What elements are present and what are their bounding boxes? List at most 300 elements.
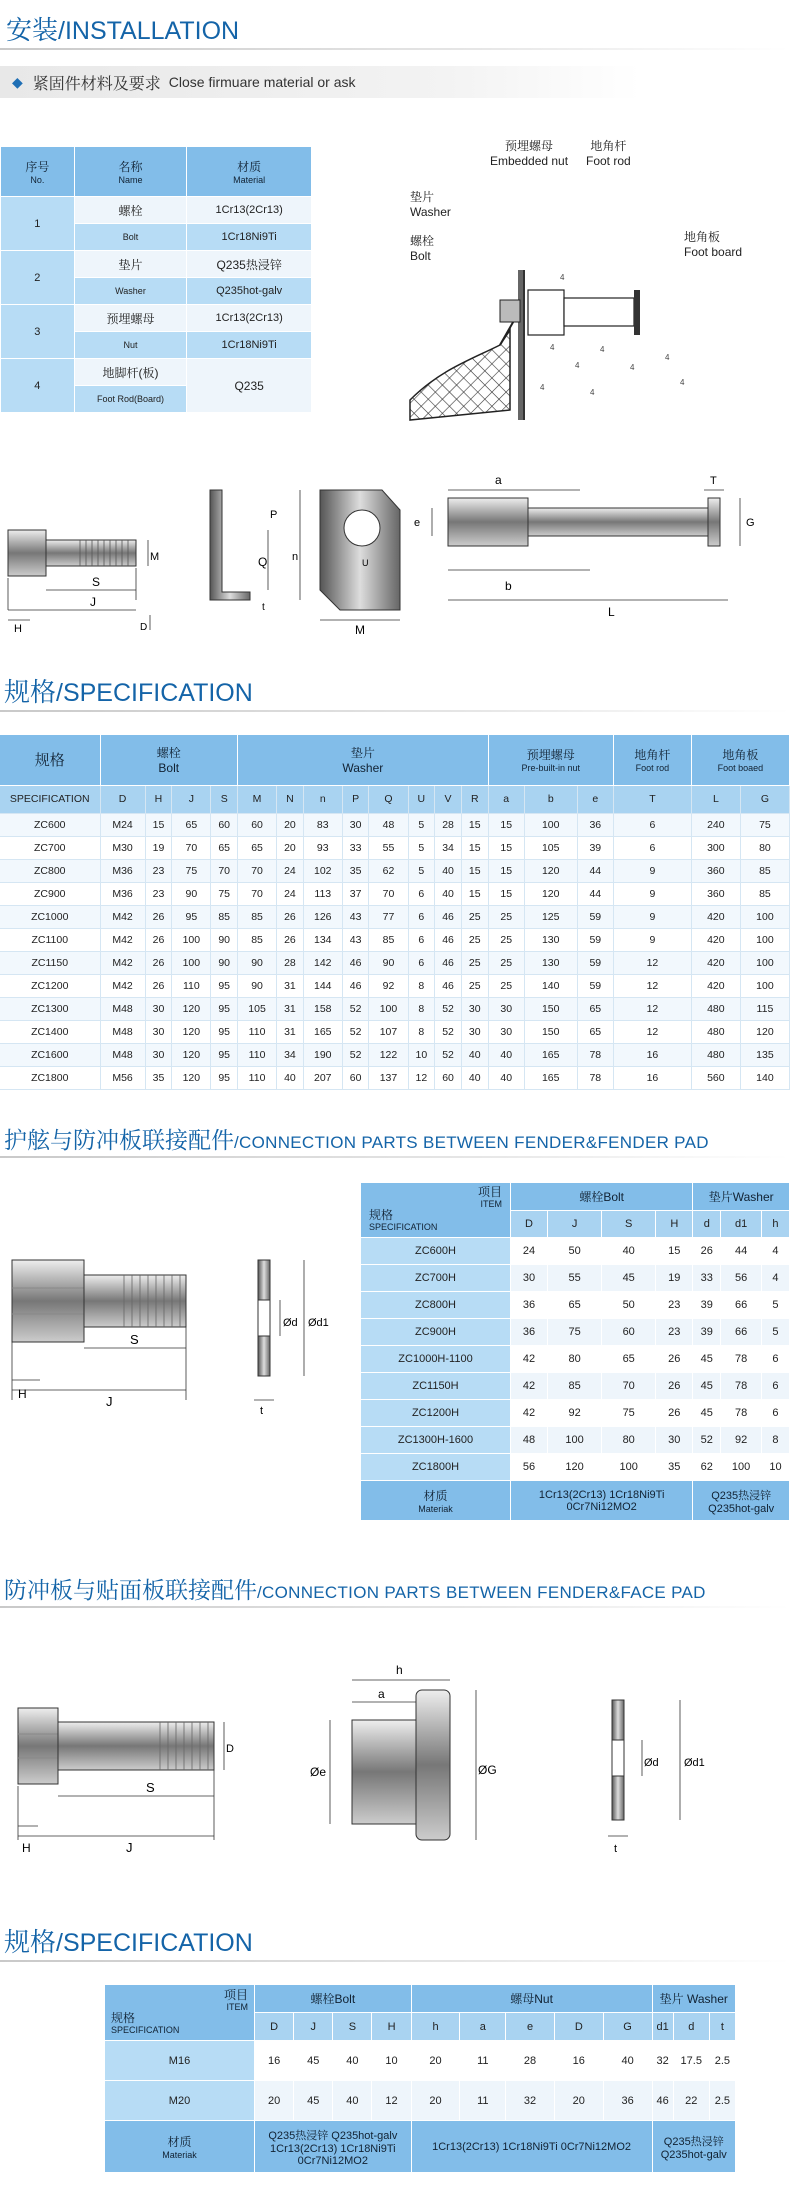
component-drawings [0,470,790,640]
nut-material: 1Cr13(2Cr13) 1Cr18Ni9Ti 0Cr7Ni12MO2 [411,2121,652,2173]
bolt-shank [84,1275,186,1327]
table-row [0,882,790,905]
table-cell: 165 [524,1066,577,1089]
table-cell: 100 [524,813,577,836]
table-cell: 5 [408,813,435,836]
table-cell: 46 [435,928,462,951]
table-cell: 8 [408,974,435,997]
table-cell: 6 [408,928,435,951]
table-cell: 45 [294,2041,333,2081]
table-cell: 23 [656,1292,693,1319]
install-title: 安装/INSTALLATION [6,16,240,46]
dim-S: S [146,1780,155,1795]
row-material: 1Cr13(2Cr13) [187,305,312,332]
table-cell: ZC900H [361,1319,511,1346]
table-cell: 115 [740,997,789,1020]
face-table [104,1984,736,2173]
table-cell: 30 [342,813,369,836]
table-cell: 80 [548,1346,602,1373]
table-cell: 75 [211,882,238,905]
table-cell: 10 [408,1043,435,1066]
table-cell: 75 [602,1400,656,1427]
row-material: Q235 [187,359,312,413]
table-cell: 65 [238,836,277,859]
table-cell: ZC800H [361,1292,511,1319]
table-cell: 34 [277,1043,304,1066]
table-cell: 26 [145,951,172,974]
row-name-en: Bolt [74,224,187,251]
row-no: 3 [1,305,75,359]
table-cell: 46 [342,974,369,997]
spec-header-nut: 预埋螺母 Pre-built-in nut [488,735,613,785]
table-cell: 15 [488,859,524,882]
table-cell: 8 [408,997,435,1020]
face-nut-header: 螺母Nut [411,1985,652,2013]
table-cell: 78 [721,1346,762,1373]
table-cell: 4 [761,1265,789,1292]
table-cell: 40 [435,859,462,882]
table-cell: 8 [761,1427,789,1454]
table-cell: 33 [342,836,369,859]
table-row [105,2081,736,2121]
spec-col-header: R [461,785,488,813]
table-cell: M42 [100,905,145,928]
dim-P: P [270,509,278,521]
face-col-header: d1 [652,2013,673,2041]
header-name: 名称 Name [74,147,187,197]
dim-G: G [746,517,755,529]
dim-U: U [362,558,369,568]
table-cell: ZC1200H [361,1400,511,1427]
table-cell: M36 [100,859,145,882]
bolt-shank [58,1722,214,1770]
spec-col-header: a [488,785,524,813]
svg-text:4: 4 [665,353,670,362]
material-label: 材质 Materiak [105,2121,255,2173]
row-name-cn: 螺栓 [74,197,187,224]
table-cell: 70 [238,859,277,882]
table-cell: 65 [577,997,613,1020]
table-cell: 26 [693,1238,721,1265]
table-cell: 50 [602,1292,656,1319]
title-rule [0,1960,790,1962]
conn1-col-header: h [761,1211,789,1238]
label-foot-board: 地角板 Foot board [684,230,743,259]
table-cell: 6 [408,905,435,928]
table-cell: 24 [511,1238,548,1265]
spec-col-header: b [524,785,577,813]
table-cell: 75 [548,1319,602,1346]
table-cell: 480 [691,1020,740,1043]
table-cell: 46 [652,2081,673,2121]
table-cell: M42 [100,951,145,974]
table-cell: ZC600H [361,1238,511,1265]
spec-header-title: 规格 [0,735,100,785]
table-cell: 2.5 [709,2081,735,2121]
bolt-head [12,1260,84,1342]
table-row [361,1373,790,1400]
face-material-row [105,2121,736,2173]
table-cell: 9 [613,882,691,905]
row-material: Q235hot-galv [187,278,312,305]
dim-t: t [262,602,265,613]
table-cell: M48 [100,997,145,1020]
dim-J: J [90,595,96,609]
table-cell: 30 [461,1020,488,1043]
table-row [105,2041,736,2081]
dim-t: t [260,1405,264,1417]
row-material: 1Cr13(2Cr13) [187,197,312,224]
table-cell: 26 [145,905,172,928]
table-cell: 95 [211,1020,238,1043]
table-cell: 420 [691,974,740,997]
face-col-header: a [460,2013,506,2041]
table-cell: 120 [172,1020,211,1043]
table-cell: 126 [303,905,342,928]
table-cell: 44 [577,859,613,882]
svg-text:4: 4 [560,273,565,282]
table-cell: 15 [461,859,488,882]
washer-material: Q235热浸锌 Q235hot-galv [693,1481,790,1521]
table-cell: M42 [100,928,145,951]
table-cell: 120 [172,1043,211,1066]
table-cell: 100 [740,928,789,951]
spec-col-header: Q [369,785,408,813]
table-cell: 40 [602,1238,656,1265]
table-cell: ZC1600 [0,1043,100,1066]
table-cell: 11 [460,2081,506,2121]
washer-material: Q235热浸锌 Q235hot-galv [652,2121,736,2173]
embedded-nut-shape [528,290,564,335]
face-col-header: J [294,2013,333,2041]
spec-col-header: S [211,785,238,813]
table-cell: 78 [577,1066,613,1089]
table-cell: 44 [577,882,613,905]
table-cell: 30 [145,997,172,1020]
bolt-material: 1Cr13(2Cr13) 1Cr18Ni9Ti 0Cr7Ni12MO2 [511,1481,693,1521]
spec-col-header: P [342,785,369,813]
table-cell: 60 [435,1066,462,1089]
table-row [361,1427,790,1454]
table-cell: 95 [211,1043,238,1066]
table-cell: 207 [303,1066,342,1089]
spec-col-header: e [577,785,613,813]
nut-body [352,1720,416,1824]
table-cell: 190 [303,1043,342,1066]
table-cell: 65 [211,836,238,859]
table-row [0,836,790,859]
table-cell: 59 [577,974,613,997]
table-cell: 110 [238,1043,277,1066]
table-cell: 40 [603,2041,652,2081]
table-cell: 107 [369,1020,408,1043]
table-cell: 22 [673,2081,709,2121]
table-cell: 44 [721,1238,762,1265]
table-cell: 31 [277,974,304,997]
table-cell: 16 [613,1066,691,1089]
table-cell: 66 [721,1319,762,1346]
table-cell: 6 [408,882,435,905]
table-cell: 80 [740,836,789,859]
table-cell: 158 [303,997,342,1020]
table-cell: 40 [461,1066,488,1089]
table-cell: 46 [435,905,462,928]
conn1-col-header: d1 [721,1211,762,1238]
table-cell: 80 [602,1427,656,1454]
table-cell: 25 [461,951,488,974]
label-bolt: 螺栓 Bolt [410,234,435,263]
table-cell: 59 [577,928,613,951]
dim-h: h [396,1663,403,1677]
row-no: 4 [1,359,75,413]
table-cell: 12 [408,1066,435,1089]
table-cell: ZC1800H [361,1454,511,1481]
table-row [361,1319,790,1346]
dim-L: L [608,605,615,619]
table-cell: 48 [511,1427,548,1454]
table-cell: 30 [656,1427,693,1454]
spec2-title: 规格/SPECIFICATION [4,1928,253,1958]
table-cell: 55 [369,836,408,859]
foot-rod-end [708,498,720,546]
table-cell: 46 [435,974,462,997]
table-cell: 26 [277,928,304,951]
table-cell: ZC1150 [0,951,100,974]
table-cell: 95 [211,974,238,997]
table-cell: 102 [303,859,342,882]
table-row [0,905,790,928]
table-cell: 120 [172,997,211,1020]
svg-text:4: 4 [590,388,595,397]
table-cell: 45 [693,1346,721,1373]
table-cell: 130 [524,928,577,951]
dim-phi-G: ØG [478,1763,497,1777]
face-washer-header: 垫片 Washer [652,1985,736,2013]
face-col-header: D [255,2013,294,2041]
table-cell: 9 [613,928,691,951]
spec-header-rod: 地角杆 Foot rod [613,735,691,785]
table-row [0,813,790,836]
table-cell: 45 [602,1265,656,1292]
row-name-cn: 地脚杆(板) [74,359,187,386]
conn1-table [360,1182,790,1521]
table-cell: 6 [761,1346,789,1373]
table-cell: 92 [721,1427,762,1454]
table-cell: 35 [145,1066,172,1089]
conn1-washer-header: 垫片Washer [693,1183,790,1211]
table-cell: 85 [548,1373,602,1400]
table-cell: 85 [740,882,789,905]
table-cell: 110 [172,974,211,997]
table-cell: 2.5 [709,2041,735,2081]
table-row [0,928,790,951]
table-cell: 40 [461,1043,488,1066]
table-cell: 5 [761,1292,789,1319]
table-cell: 52 [342,1043,369,1066]
table-cell: 12 [372,2081,411,2121]
table-cell: 12 [613,997,691,1020]
table-cell: 25 [461,928,488,951]
table-cell: 36 [603,2081,652,2121]
table-cell: 12 [613,951,691,974]
table-row [361,1400,790,1427]
table-cell: 142 [303,951,342,974]
table-cell: 43 [342,928,369,951]
table-cell: 40 [333,2041,372,2081]
table-cell: 35 [656,1454,693,1481]
table-cell: 33 [693,1265,721,1292]
dim-phi-d: Ød [283,1317,298,1329]
table-cell: 95 [211,997,238,1020]
table-cell: 39 [577,836,613,859]
table-cell: 135 [740,1043,789,1066]
face-corner-header: 项目 ITEM 规格 SPECIFICATION [105,1985,255,2041]
table-cell: 95 [211,1066,238,1089]
table-row [361,1454,790,1481]
row-material: 1Cr18Ni9Ti [187,224,312,251]
table-cell: 62 [693,1454,721,1481]
table-cell: 52 [435,1020,462,1043]
table-cell: 480 [691,1043,740,1066]
table-cell: M56 [100,1066,145,1089]
title-rule [0,710,790,712]
svg-text:4: 4 [680,378,685,387]
table-cell: 78 [577,1043,613,1066]
table-cell: 120 [524,882,577,905]
table-cell: 26 [656,1346,693,1373]
table-cell: 90 [238,951,277,974]
table-cell: 23 [145,859,172,882]
table-cell: 66 [721,1292,762,1319]
table-row [0,1020,790,1043]
table-cell: 30 [488,1020,524,1043]
table-cell: 144 [303,974,342,997]
table-cell: 360 [691,882,740,905]
table-cell: 134 [303,928,342,951]
table-cell: ZC1200 [0,974,100,997]
dim-t: t [614,1843,618,1855]
table-cell: 30 [488,997,524,1020]
table-cell: 20 [277,836,304,859]
table-cell: 65 [577,1020,613,1043]
table-cell: 85 [740,859,789,882]
table-row [0,859,790,882]
table-cell: 43 [342,905,369,928]
table-cell: 15 [461,836,488,859]
table-cell: 15 [488,882,524,905]
dim-e: e [414,517,421,529]
table-cell: 35 [342,859,369,882]
table-cell: 4 [761,1238,789,1265]
table-cell: 25 [461,905,488,928]
conn1-bolt-header: 螺栓Bolt [511,1183,693,1211]
table-cell: 36 [577,813,613,836]
table-cell: 30 [145,1020,172,1043]
table-cell: 100 [172,928,211,951]
table-cell: 70 [172,836,211,859]
table-cell: 75 [740,813,789,836]
table-cell: ZC1800 [0,1066,100,1089]
table-cell: M48 [100,1043,145,1066]
title-rule [0,48,790,50]
table-cell: 45 [693,1400,721,1427]
table-cell: 60 [602,1319,656,1346]
foot-rod-shape [564,298,634,326]
table-cell: 92 [548,1400,602,1427]
dim-phi-e: Øe [310,1765,327,1779]
table-cell: 19 [656,1265,693,1292]
table-cell: 40 [277,1066,304,1089]
table-cell: 32 [652,2041,673,2081]
table-row [0,1066,790,1089]
table-cell: ZC800 [0,859,100,882]
table-cell: 55 [548,1265,602,1292]
table-cell: 92 [369,974,408,997]
table-cell: 110 [238,1066,277,1089]
spec-header-bolt: 螺栓 Bolt [100,735,238,785]
installation-diagram [400,130,730,430]
table-cell: 56 [721,1265,762,1292]
table-cell: 60 [211,813,238,836]
table-cell: 50 [548,1238,602,1265]
table-cell: M36 [100,882,145,905]
table-cell: 90 [238,974,277,997]
spec-col-header: n [303,785,342,813]
spec-col-header: J [172,785,211,813]
conn1-title: 护舷与防冲板联接配件/CONNECTION PARTS BETWEEN FENDER&FENDER PAD [4,1128,709,1154]
table-cell: 100 [172,951,211,974]
table-cell: 20 [411,2081,460,2121]
nut-body [448,498,528,546]
table-cell: 20 [554,2081,603,2121]
table-cell: 16 [554,2041,603,2081]
table-cell: 5 [761,1319,789,1346]
bolt-head [18,1708,58,1784]
table-cell: 34 [435,836,462,859]
header-material: 材质 Material [187,147,312,197]
row-name-en: Washer [74,278,187,305]
bolt-shank [46,540,136,566]
table-cell: 16 [613,1043,691,1066]
table-cell: ZC1100 [0,928,100,951]
table-cell: 46 [342,951,369,974]
spec-col-label: SPECIFICATION [0,785,100,813]
table-cell: 100 [602,1454,656,1481]
table-cell: 25 [488,928,524,951]
dim-H: H [14,623,22,635]
table-cell: 240 [691,813,740,836]
dim-Q: Q [258,555,268,569]
svg-text:4: 4 [550,343,555,352]
table-cell: 52 [435,1043,462,1066]
table-cell: 85 [211,905,238,928]
table-cell: 46 [435,951,462,974]
table-cell: 26 [277,905,304,928]
table-cell: 90 [369,951,408,974]
table-cell: 45 [693,1373,721,1400]
table-cell: ZC600 [0,813,100,836]
table-cell: 125 [524,905,577,928]
table-cell: 40 [488,1043,524,1066]
dim-D: D [226,1743,234,1755]
conn2-title: 防冲板与贴面板联接配件/CONNECTION PARTS BETWEEN FENDER&FACE PAD [4,1578,706,1604]
table-cell: 28 [506,2041,555,2081]
table-cell: 105 [524,836,577,859]
table-cell: 40 [488,1066,524,1089]
spec-col-header: T [613,785,691,813]
face-col-header: D [554,2013,603,2041]
table-cell: 36 [511,1319,548,1346]
